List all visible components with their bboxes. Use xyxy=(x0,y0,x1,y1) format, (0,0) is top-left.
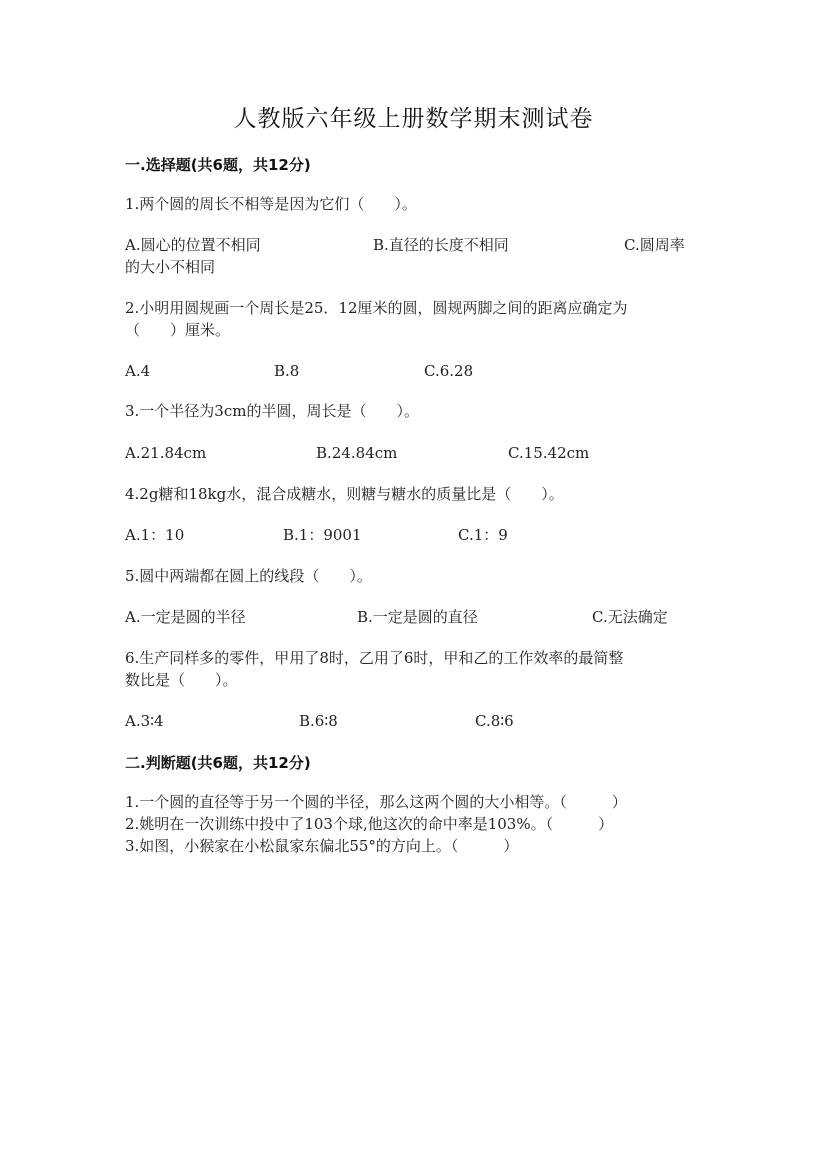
question-5-option-b: B.一定是圆的直径 xyxy=(357,608,478,626)
question-4-option-a: A.1：10 xyxy=(125,526,185,544)
judgement-item-3: 3.如图，小猴家在小松鼠家东偏北55°的方向上。（ ） xyxy=(125,837,519,855)
question-1-text: 1.两个圆的周长不相等是因为它们（ ）。 xyxy=(125,195,417,213)
question-1-option-c-wrap: 的大小不相同 xyxy=(125,258,216,276)
question-1-option-b: B.直径的长度不相同 xyxy=(373,236,509,254)
question-5-option-a: A.一定是圆的半径 xyxy=(125,608,246,626)
question-2-option-c: C.6.28 xyxy=(424,362,474,380)
question-6-text-line2: 数比是（ ）。 xyxy=(125,671,238,689)
question-2-text-line2: （ ）厘米。 xyxy=(125,321,231,339)
question-6-option-c: C.8∶6 xyxy=(475,712,514,730)
question-6-text-line1: 6.生产同样多的零件，甲用了8时，乙用了6时，甲和乙的工作效率的最简整 xyxy=(125,649,624,667)
question-5-option-c: C.无法确定 xyxy=(592,608,668,626)
question-4-option-b: B.1：9001 xyxy=(283,526,362,544)
question-1-option-a: A.圆心的位置不相同 xyxy=(125,236,261,254)
question-4-option-c: C.1：9 xyxy=(458,526,508,544)
question-4-text: 4.2g糖和18kg水，混合成糖水，则糖与糖水的质量比是（ ）。 xyxy=(125,485,564,503)
question-2-option-a: A.4 xyxy=(125,362,151,380)
question-6-option-b: B.6∶8 xyxy=(299,712,338,730)
question-6-option-a: A.3∶4 xyxy=(125,712,164,730)
section-heading-judgement: 二.判断题(共6题，共12分) xyxy=(125,754,311,772)
question-3-text: 3.一个半径为3cm的半圆，周长是（ ）。 xyxy=(125,402,419,420)
judgement-item-1: 1.一个圆的直径等于另一个圆的半径，那么这两个圆的大小相等。（ ） xyxy=(125,793,627,811)
question-2-option-b: B.8 xyxy=(274,362,300,380)
question-3-option-c: C.15.42cm xyxy=(508,444,590,462)
page-title: 人教版六年级上册数学期末测试卷 xyxy=(233,106,594,132)
question-5-text: 5.圆中两端都在圆上的线段（ ）。 xyxy=(125,567,372,585)
judgement-item-2: 2.姚明在一次训练中投中了103个球,他这次的命中率是103%。（ ） xyxy=(125,815,614,833)
question-2-text-line1: 2.小明用圆规画一个周长是25．12厘米的圆，圆规两脚之间的距离应确定为 xyxy=(125,299,628,317)
question-3-option-b: B.24.84cm xyxy=(316,444,398,462)
section-heading-choice: 一.选择题(共6题，共12分) xyxy=(125,156,311,174)
question-3-option-a: A.21.84cm xyxy=(125,444,207,462)
question-1-option-c: C.圆周率 xyxy=(624,236,685,254)
